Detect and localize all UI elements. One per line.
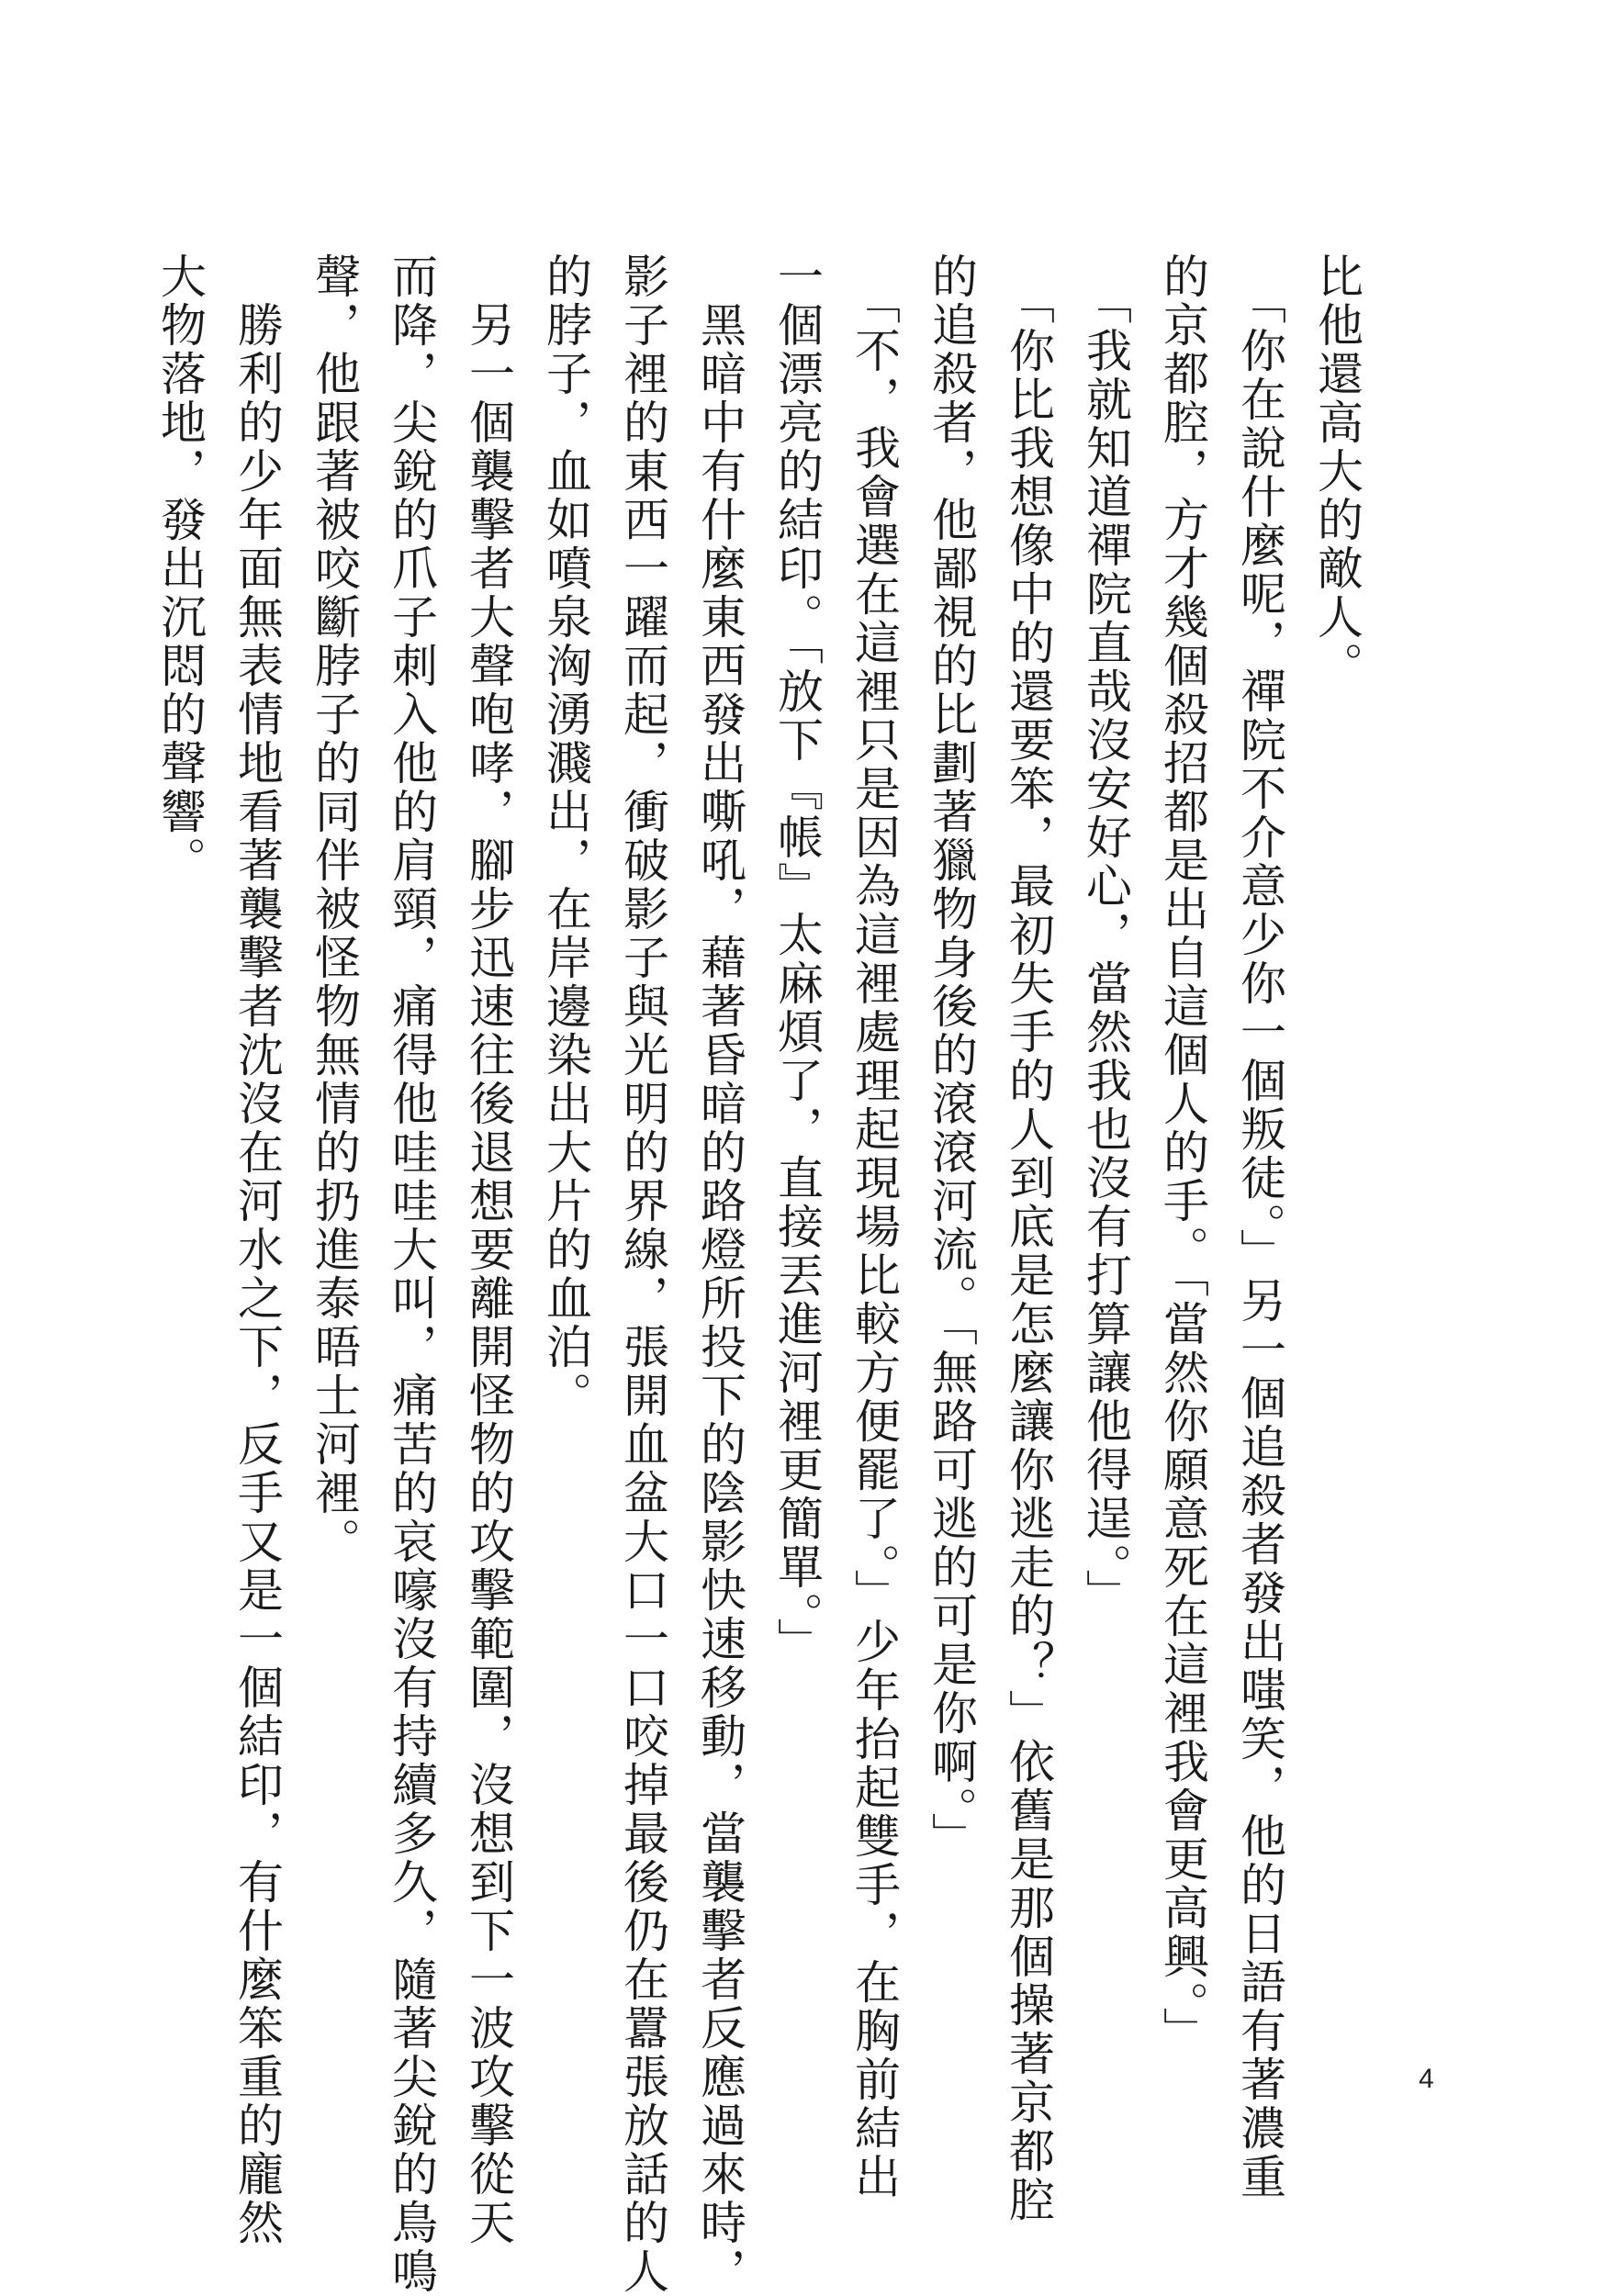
text-line: 的追殺者，他鄙視的比劃著獵物身後的滾滾河流。「無路可逃的可是你啊。」 — [925, 252, 978, 1861]
text-line: 一個漂亮的結印。「放下『帳』太麻煩了，直接丟進河裡更簡單。」 — [770, 252, 824, 1666]
text-line: 大物落地，發出沉悶的聲響。 — [153, 252, 207, 885]
text-line: 勝利的少年面無表情地看著襲擊者沈沒在河水之下，反手又是一個結印，有什麼笨重的龐然 — [230, 252, 284, 2247]
text-line: 「我就知道禪院直哉沒安好心，當然我也沒有打算讓他得逞。」 — [1079, 252, 1132, 1618]
text-line: 黑暗中有什麼東西發出嘶吼，藉著昏暗的路燈所投下的陰影快速移動，當襲擊者反應過來時， — [693, 252, 746, 2296]
text-line: 「你在說什麼呢，禪院不介意少你一個叛徒。」另一個追殺者發出嗤笑，他的日語有著濃重 — [1233, 252, 1286, 2201]
text-line: 「你比我想像中的還要笨，最初失手的人到底是怎麼讓你逃走的？」依舊是那個操著京都腔 — [1002, 252, 1055, 2224]
page-number: 4 — [1419, 2064, 1434, 2094]
text-line: 「不，我會選在這裡只是因為這裡處理起現場比較方便罷了。」少年抬起雙手，在胸前結出 — [847, 252, 901, 2201]
text-line: 比他還高大的敵人。 — [1310, 252, 1364, 690]
text-line: 另一個襲擊者大聲咆哮，腳步迅速往後退想要離開怪物的攻擊範圍，沒想到下一波攻擊從天 — [462, 252, 515, 2247]
vertical-text-block — [141, 252, 1375, 2296]
text-line: 影子裡的東西一躍而起，衝破影子與光明的界線，張開血盆大口一口咬掉最後仍在囂張放話的人 — [616, 252, 669, 2296]
text-line: 聲，他跟著被咬斷脖子的同伴被怪物無情的扔進泰晤士河裡。 — [308, 252, 361, 1566]
text-line: 而降，尖銳的爪子刺入他的肩頸，痛得他哇哇大叫，痛苦的哀嚎沒有持續多久，隨著尖銳的鳥鳴 — [385, 252, 438, 2296]
text-line: 的脖子，血如噴泉洶湧濺出，在岸邊染出大片的血泊。 — [539, 252, 592, 1420]
text-line: 的京都腔，方才幾個殺招都是出自這個人的手。「當然你願意死在這裡我會更高興。」 — [1156, 252, 1209, 2055]
